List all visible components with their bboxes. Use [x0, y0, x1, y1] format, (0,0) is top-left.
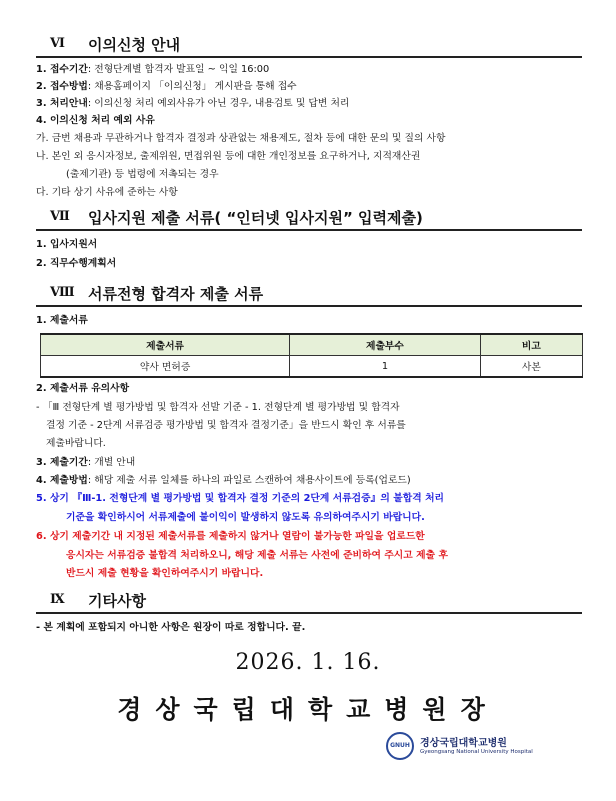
sec8-item-2: 2. 제출서류 유의사항 [36, 383, 130, 394]
logo-english-name: Gyeongsang National University Hospital [420, 749, 533, 755]
sec8-item-3: 3. 제출기간: 개별 안내 [36, 457, 136, 468]
section-7-number: Ⅶ [50, 209, 70, 224]
table-header-row [41, 334, 583, 356]
sec8-note-3: 제출바랍니다. [46, 438, 106, 449]
sec8-note-2: 결정 기준 - 2단계 서류검증 평가방법 및 합격자 결정기준」을 반드시 확인 후 서류를 [46, 420, 406, 431]
document-date: 2026. 1. 16. [235, 650, 381, 675]
sec6-da: 다. 기타 상기 사유에 준하는 사항 [36, 187, 178, 198]
sec7-item-2: 2. 직무수행계획서 [36, 258, 117, 269]
section-9-title: 기타사항 [88, 592, 146, 610]
section-6-number: Ⅵ [50, 36, 65, 51]
sec6-na-2: (출제기관) 등 법령에 저촉되는 경우 [66, 169, 219, 180]
section-9-number: Ⅸ [50, 592, 65, 607]
issuer-name: 경상국립대학교병원장 [117, 695, 499, 724]
section-6-title: 이의신청 안내 [88, 36, 181, 54]
section-7-heading [36, 207, 582, 231]
sec8-item-6-line-1: 6. 상기 제출기간 내 지정된 제출서류를 제출하지 않거나 열람이 불가능한 파일을 업로드한 [36, 531, 425, 542]
table-row [41, 356, 583, 378]
sec6-item-3: 3. 처리안내: 이의신청 처리 예외사유가 아닌 경우, 내용검토 및 답변 처리 [36, 98, 350, 109]
section-8-number: Ⅷ [50, 285, 75, 300]
sec8-item-5-line-1: 5. 상기 『Ⅲ-1. 전형단계 별 평가방법 및 합격자 결정 기준의 2단계 서류검증』의 불합격 처리 [36, 493, 444, 504]
sec7-item-1: 1. 입사지원서 [36, 239, 98, 250]
sec8-item-6-line-2: 응시자는 서류검증 불합격 처리하오니, 해당 제출 서류는 사전에 준비하여 주시고 제출 후 [66, 550, 448, 561]
section-7-title: 입사지원 제출 서류( “인터넷 입사지원” 입력제출) [88, 209, 423, 227]
sec8-item-5-line-2: 기준을 확인하시어 서류제출에 불이익이 발생하지 않도록 유의하여주시기 바랍니다. [66, 512, 425, 523]
sec8-note-1: - 「Ⅲ 전형단계 별 평가방법 및 합격자 선발 기준 - 1. 전형단계 별 평가방법 및 합격자 [36, 402, 400, 413]
sec6-item-4: 4. 이의신청 처리 예외 사유 [36, 115, 155, 126]
table-header-cell: 제출부수 [290, 334, 481, 356]
section-6-heading [36, 34, 582, 58]
table-header-cell: 제출서류 [41, 334, 290, 356]
documents-table [40, 333, 583, 378]
sec6-na-1: 나. 본인 외 응시자정보, 출제위원, 면접위원 등에 대한 개인정보를 요구하거나, 지적재산권 [36, 151, 421, 162]
section-8-heading [36, 283, 582, 307]
table-header-cell: 비고 [480, 334, 582, 356]
section-8-title: 서류전형 합격자 제출 서류 [88, 285, 264, 303]
table-cell: 1 [290, 356, 481, 378]
sec8-item-4: 4. 제출방법: 해당 제출 서류 일체를 하나의 파일로 스캔하여 채용사이트에 등록(업로드) [36, 475, 411, 486]
hospital-logo [384, 731, 580, 763]
sec9-item-1: - 본 계획에 포함되지 아니한 사항은 원장이 따로 정합니다. 끝. [36, 622, 306, 633]
section-9-heading [36, 590, 582, 614]
hospital-emblem-icon: GNUH [386, 732, 414, 760]
table-cell: 사본 [480, 356, 582, 378]
sec8-item-6-line-3: 반드시 제출 현황을 확인하여주시기 바랍니다. [66, 568, 264, 579]
table-cell: 약사 면허증 [41, 356, 290, 378]
logo-korean-name: 경상국립대학교병원 [420, 738, 507, 749]
sec6-item-2: 2. 접수방법: 채용홈페이지 「이의신청」 게시판을 통해 접수 [36, 81, 297, 92]
sec6-item-1: 1. 접수기간: 전형단계별 합격자 발표일 ~ 익일 16:00 [36, 64, 270, 75]
sec8-item-1: 1. 제출서류 [36, 315, 88, 326]
sec6-ga: 가. 금번 채용과 무관하거나 합격자 결정과 상관없는 채용제도, 절차 등에 대한 문의 및 질의 사항 [36, 133, 446, 144]
